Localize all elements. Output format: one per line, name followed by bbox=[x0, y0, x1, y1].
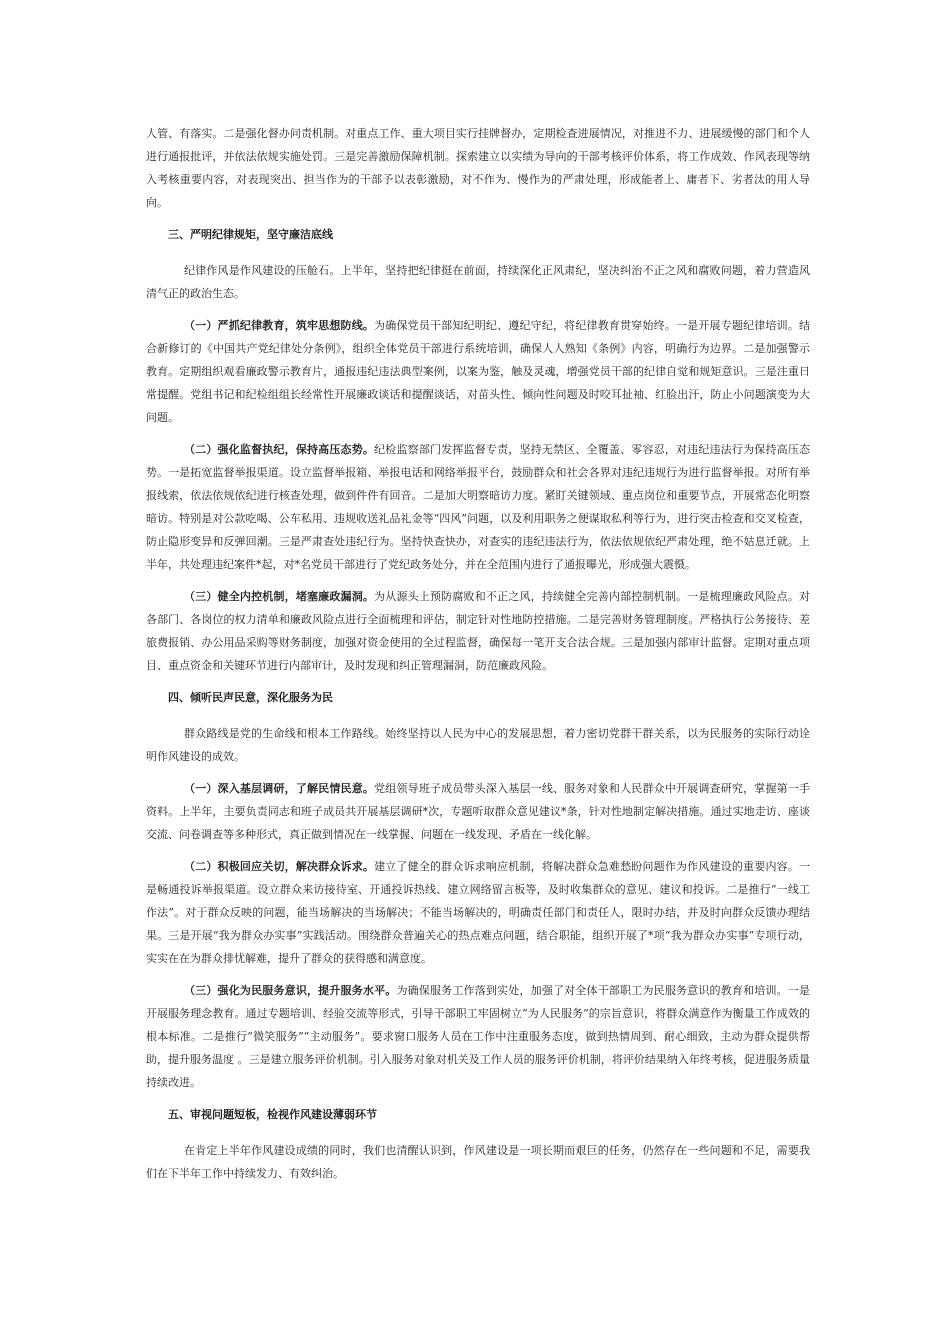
subsection-body: 为确保服务工作落到实处，加强了对全体干部职工为民服务意识的教育和培训。一是开展服务理念教育。通过专题培训、经验交流等形式，引导干部职工牢固树立“为人民服务”的宗旨意识，将群众满意作为衡量工作成效的根本标准。二是推行“微笑服务”“主动服务”。要求窗口服务人员在工作中注重服务态度，做到热情周到、耐心细致，主动为群众提供帮助，提升服务温度 。三是建立服务评价机制。引入服务对象对机关及工作人员的服务评价机制，将评价结果纳入年终考核，促进服务质量持续改进。 bbox=[146, 984, 810, 1089]
subsection-lead: （三）强化为民服务意识，提升服务水平。 bbox=[184, 984, 397, 997]
opening-paragraph: 人管、有落实。二是强化督办问责机制。对重点工作、重大项目实行挂牌督办，定期检查进展情况，对推进不力、进展缓慢的部门和个人进行通报批评，并依法依规实施处罚。三是完善激励保障机制。探索建立以实绩为导向的干部考核评价体系，将工作成效、作风表现等纳入考核重要内容，对表现突出、担当作为的干部予以表彰激励，对不作为、慢作为的严肃处理，形成能者上、庸者下、劣者汰的用人导向。 bbox=[146, 127, 810, 209]
subsection-lead: （一）严抓纪律教育，筑牢思想防线。 bbox=[184, 319, 375, 332]
section-intro: 群众路线是党的生命线和根本工作路线。始终坚持以人民为中心的发展思想，着力密切党群干群关系，以为民服务的实际行动诠明作风建设的成效。 bbox=[146, 727, 810, 763]
subsection-paragraph bbox=[146, 438, 810, 576]
subsection-lead: （二）强化监督执纪，保持高压态势。 bbox=[184, 443, 375, 456]
subsection-body: 纪检监察部门发挥监督专责，坚持无禁区、全覆盖、零容忍，对违纪违法行为保持高压态势。一是拓宽监督举报渠道。设立监督举报箱、举报电话和网络举报平台，鼓励群众和社会各界对违纪违规行为进行监督举报。对所有举报线索，依法依规依纪进行核查处理，做到件件有回音。二是加大明察暗访力度。紧盯关键领域、重点岗位和重要节点，开展常态化明察暗访。特别是对公款吃喝、公车私用、违规收送礼品礼金等“四风”问题，以及利用职务之便谋取私利等行为，进行突击检查和交叉检查，防止隐形变异和反弹回潮。三是严肃查处违纪行为。坚持快查快办，对查实的违纪违法行为，依法依规依纪严肃处理，绝不姑息迁就。上半年，共处理违纪案件*起，对*名党员干部进行了党纪政务处分，并在全范围内进行了通报曝光，形成强大震慑。 bbox=[146, 443, 811, 571]
document-page bbox=[146, 122, 810, 1194]
section-heading: 四、倾听民声民意，深化服务为民 bbox=[168, 691, 333, 704]
subsection-body: 建立了健全的群众诉求响应机制，将解决群众急难愁盼问题作为作风建设的重要内容。一是畅通投诉举报渠道。设立群众来访接待室、开通投诉热线、建立网络留言板等，及时收集群众的意见、建议和投诉。二是推行“一线工作法”。对于群众反映的问题，能当场解决的当场解决；不能当场解决的，明确责任部门和责任人，限时办结，并及时向群众反馈办理结果。三是开展“我为群众办实事”实践活动。围绕群众普遍关心的热点难点问题，结合职能，组织开展了*项“我为群众办实事”专项行动，实实在在为群众排忧解难，提升了群众的获得感和满意度。 bbox=[146, 860, 811, 965]
subsection-paragraph bbox=[146, 585, 810, 677]
section-intro: 纪律作风是作风建设的压舱石。上半年，坚持把纪律挺在前面，持续深化正风肃纪，坚决纠治不正之风和腐败问题，着力营造风清气正的政治生态。 bbox=[146, 264, 810, 300]
section-heading: 五、审视问题短板，检视作风建设薄弱环节 bbox=[168, 1108, 377, 1121]
subsection-body: 为从源头上预防腐败和不正之风，持续健全完善内部控制机制。一是梳理廉政风险点。对各部门、各岗位的权力清单和廉政风险点进行全面梳理和评估，制定针对性地防控措施。二是完善财务管理制度。严格执行公务接待、差旅费报销、办公用品采购等财务制度，加强对资金使用的全过程监督，确保每一笔开支合法合规。三是加强内部审计监督。定期对重点项目、重点资金和关键环节进行内部审计，及时发现和纠正管理漏洞，防范廉政风险。 bbox=[146, 590, 811, 672]
section-intro: 在肯定上半年作风建设成绩的同时，我们也清醒认识到，作风建设是一项长期而艰巨的任务，仍然存在一些问题和不足，需要我们在下半年工作中持续发力、有效纠治。 bbox=[146, 1144, 810, 1180]
subsection-lead: （一）深入基层调研，了解民情民意。 bbox=[184, 782, 375, 795]
subsection-lead: （三）健全内控机制，堵塞廉政漏洞。 bbox=[184, 590, 375, 603]
subsection-body: 为确保党员干部知纪明纪、遵纪守纪，将纪律教育贯穿始终。一是开展专题纪律培训。结合新修订的《中国共产党纪律处分条例》，组织全体党员干部进行系统培训，确保人人熟知《条例》内容，明确行为边界。二是加强警示教育。定期组织观看廉政警示教育片，通报违纪违法典型案例，以案为鉴，触及灵魂，增强党员干部的纪律自觉和规矩意识。三是注重日常提醒。党组书记和纪检组组长经常性开展廉政谈话和提醒谈话，对苗头性、倾向性问题及时咬耳扯袖、红脸出汗，防止小问题演变为大问题。 bbox=[146, 319, 811, 424]
subsection-body: 党组领导班子成员带头深入基层一线、服务对象和人民群众中开展调查研究，掌握第一手资料。上半年，主要负责同志和班子成员共开展基层调研*次，专题听取群众意见建议*条，针对性地制定解决措施。通过实地走访、座谈交流、问卷调查等多种形式，真正做到情况在一线掌握、问题在一线发现、矛盾在一线化解。 bbox=[146, 782, 811, 841]
subsection-paragraph bbox=[146, 314, 810, 429]
section-heading: 三、严明纪律规矩，坚守廉洁底线 bbox=[168, 228, 333, 241]
subsection-lead: （二）积极回应关切，解决群众诉求。 bbox=[184, 860, 375, 873]
subsection-paragraph bbox=[146, 979, 810, 1094]
subsection-paragraph bbox=[146, 855, 810, 970]
subsection-paragraph bbox=[146, 777, 810, 846]
